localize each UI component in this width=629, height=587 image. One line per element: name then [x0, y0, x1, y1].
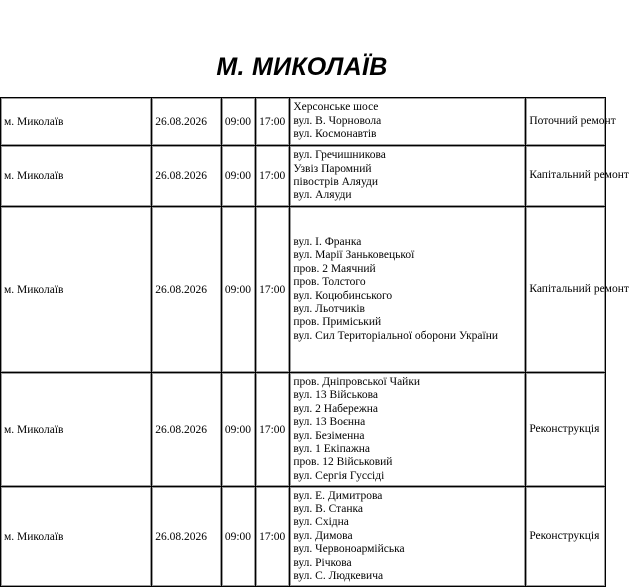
street-name: вул. Сергія Гуссіді [293, 469, 385, 482]
street-name: вул. 1 Екіпажна [293, 442, 371, 455]
work-type-cell: Капітальний ремонт [526, 207, 606, 373]
time-to-cell: 17:00 [256, 373, 290, 487]
date-cell: 26.08.2026 [152, 146, 222, 207]
table-row [1, 207, 606, 373]
outage-schedule-table [0, 97, 629, 587]
page-title: М. МИКОЛАЇВ [216, 53, 388, 81]
street-name: вул. 2 Набережна [293, 402, 379, 415]
time-from-cell: 09:00 [221, 487, 255, 587]
street-name: вул. Безіменна [293, 429, 365, 442]
city-cell: м. Миколаїв [1, 207, 152, 373]
streets-cell [290, 373, 526, 487]
street-name: пров. Дніпровської Чайки [293, 375, 421, 388]
date-cell: 26.08.2026 [152, 487, 222, 587]
street-name: пров. Приміський [293, 316, 382, 329]
street-name: вул. 13 Воєнна [293, 416, 366, 429]
time-to-cell: 17:00 [256, 207, 290, 373]
work-type-cell: Реконструкція [526, 487, 606, 587]
street-name: вул. В. Станка [293, 502, 364, 515]
street-name: вул. Димова [293, 529, 353, 542]
table-row [1, 487, 606, 587]
street-name: вул. Льотчиків [293, 302, 365, 315]
street-name: вул. Аляуди [293, 189, 352, 202]
street-name: вул. Коцюбинського [293, 289, 393, 302]
date-cell: 26.08.2026 [152, 98, 222, 146]
time-from-cell: 09:00 [221, 98, 255, 146]
street-name: вул. Червоноармійська [293, 543, 405, 556]
time-to-cell: 17:00 [256, 487, 290, 587]
date-cell: 26.08.2026 [152, 373, 222, 487]
table-row [1, 98, 606, 146]
time-to-cell: 17:00 [256, 146, 290, 207]
date-cell: 26.08.2026 [152, 207, 222, 373]
street-name: вул. Східна [293, 516, 349, 529]
time-from-cell: 09:00 [221, 373, 255, 487]
city-cell: м. Миколаїв [1, 373, 152, 487]
city-cell: м. Миколаїв [1, 98, 152, 146]
street-name: вул. В. Чорновола [293, 114, 382, 127]
street-name: вул. Гречишникова [293, 149, 386, 162]
table-row [1, 146, 606, 207]
street-name: вул. Марії Заньковецької [293, 249, 415, 262]
street-name: пров. Толстого [293, 276, 366, 289]
work-type-cell: Поточний ремонт [526, 98, 606, 146]
street-name: пров. 2 Маячний [293, 262, 376, 275]
city-cell: м. Миколаїв [1, 487, 152, 587]
streets-cell [290, 207, 526, 373]
street-name: вул. Е. Димитрова [293, 489, 383, 502]
time-from-cell: 09:00 [221, 207, 255, 373]
street-name: вул. С. Людкевича [293, 570, 384, 583]
street-name: вул. І. Франка [293, 235, 362, 248]
streets-cell [290, 487, 526, 587]
street-name: Узвіз Паромний [293, 162, 372, 175]
streets-cell [290, 146, 526, 207]
schedule-body [1, 98, 629, 587]
street-name: вул. Космонавтів [293, 128, 377, 141]
city-cell: м. Миколаїв [1, 146, 152, 207]
time-to-cell: 17:00 [256, 98, 290, 146]
street-name: пров. 12 Військовий [293, 456, 393, 469]
street-name: Херсонське шосе [293, 101, 379, 114]
work-type-cell: Реконструкція [526, 373, 606, 487]
street-name: вул. 13 Військова [293, 389, 379, 402]
table-row [1, 373, 606, 487]
street-name: вул. Річкова [293, 556, 352, 569]
time-from-cell: 09:00 [221, 146, 255, 207]
work-type-cell: Капітальний ремонт [526, 146, 606, 207]
street-name: вул. Сил Територіальної оборони України [293, 329, 499, 342]
street-name: півострів Аляуди [293, 176, 378, 188]
streets-cell [290, 98, 526, 146]
